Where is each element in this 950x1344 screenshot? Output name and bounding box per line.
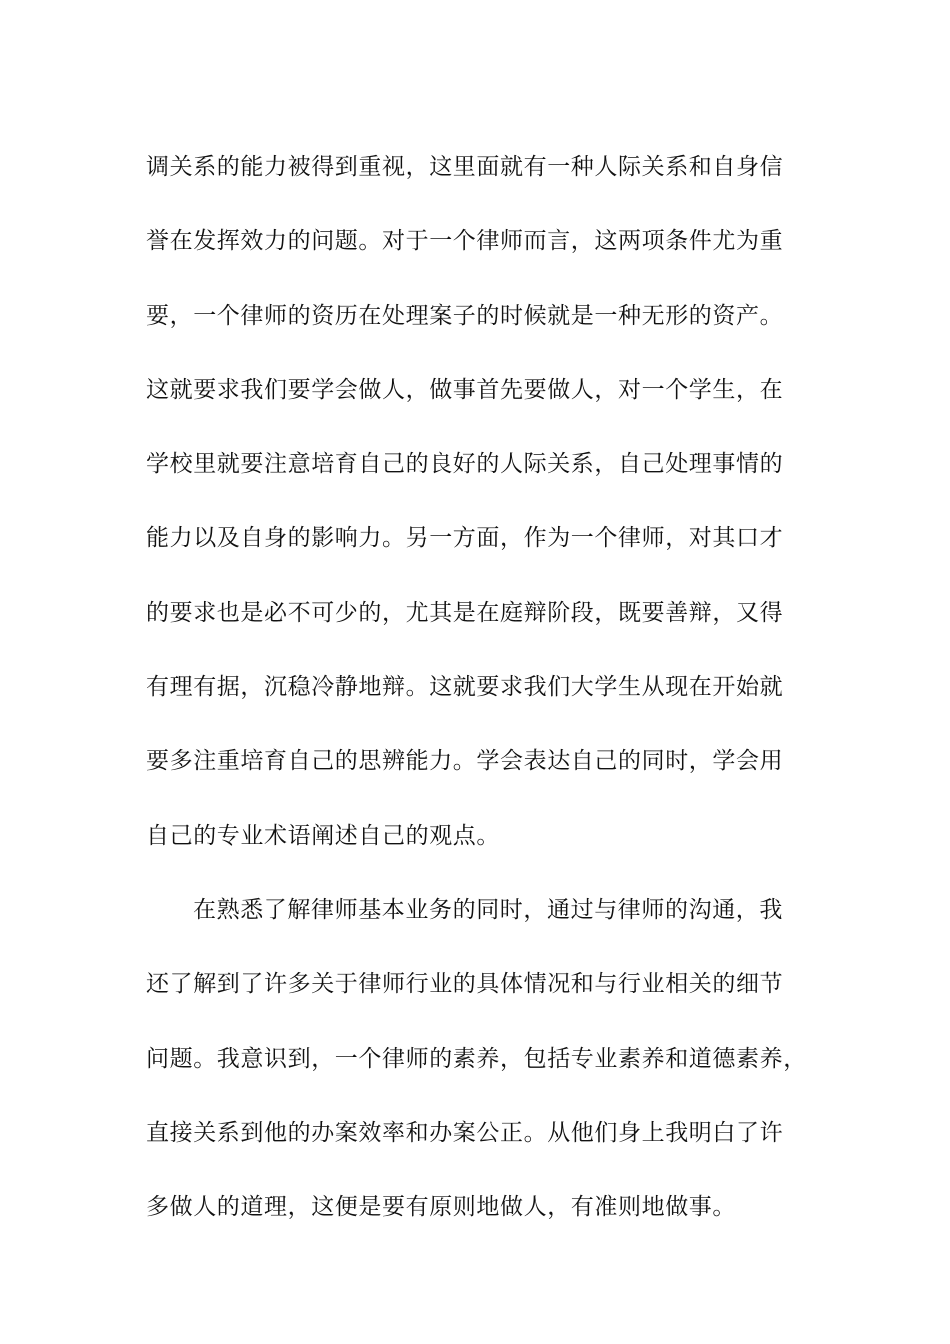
text-line: 要多注重培育自己的思辨能力。学会表达自己的同时，学会用 bbox=[146, 748, 784, 775]
text-line: 这就要求我们要学会做人，做事首先要做人，对一个学生，在 bbox=[146, 376, 784, 403]
text-line: 还了解到了许多关于律师行业的具体情况和与行业相关的细节 bbox=[146, 971, 784, 998]
paragraph-1 bbox=[146, 130, 836, 873]
text-line: 直接关系到他的办案效率和办案公正。从他们身上我明白了许 bbox=[146, 1119, 784, 1146]
text-line: 有理有据，沉稳冷静地辩。这就要求我们大学生从现在开始就 bbox=[146, 674, 784, 701]
text-line: 问题。我意识到，一个律师的素养，包括专业素养和道德素养， bbox=[146, 1045, 807, 1072]
text-line: 学校里就要注意培育自己的良好的人际关系，自己处理事情的 bbox=[146, 451, 784, 478]
text-line: 自己的专业术语阐述自己的观点。 bbox=[146, 822, 500, 849]
body-text bbox=[146, 130, 836, 1244]
text-line: 要，一个律师的资历在处理案子的时候就是一种无形的资产。 bbox=[146, 302, 784, 329]
text-line: 能力以及自身的影响力。另一方面，作为一个律师，对其口才 bbox=[146, 525, 784, 552]
text-line: 誉在发挥效力的问题。对于一个律师而言，这两项条件尤为重 bbox=[146, 228, 784, 255]
text-line: 的要求也是必不可少的，尤其是在庭辩阶段，既要善辩，又得 bbox=[146, 599, 784, 626]
text-line: 在熟悉了解律师基本业务的同时，通过与律师的沟通，我 bbox=[193, 896, 783, 923]
text-line: 调关系的能力被得到重视，这里面就有一种人际关系和自身信 bbox=[146, 154, 784, 180]
paragraph-2 bbox=[146, 873, 836, 1244]
text-line: 多做人的道理，这便是要有原则地做人，有准则地做事。 bbox=[146, 1194, 736, 1221]
